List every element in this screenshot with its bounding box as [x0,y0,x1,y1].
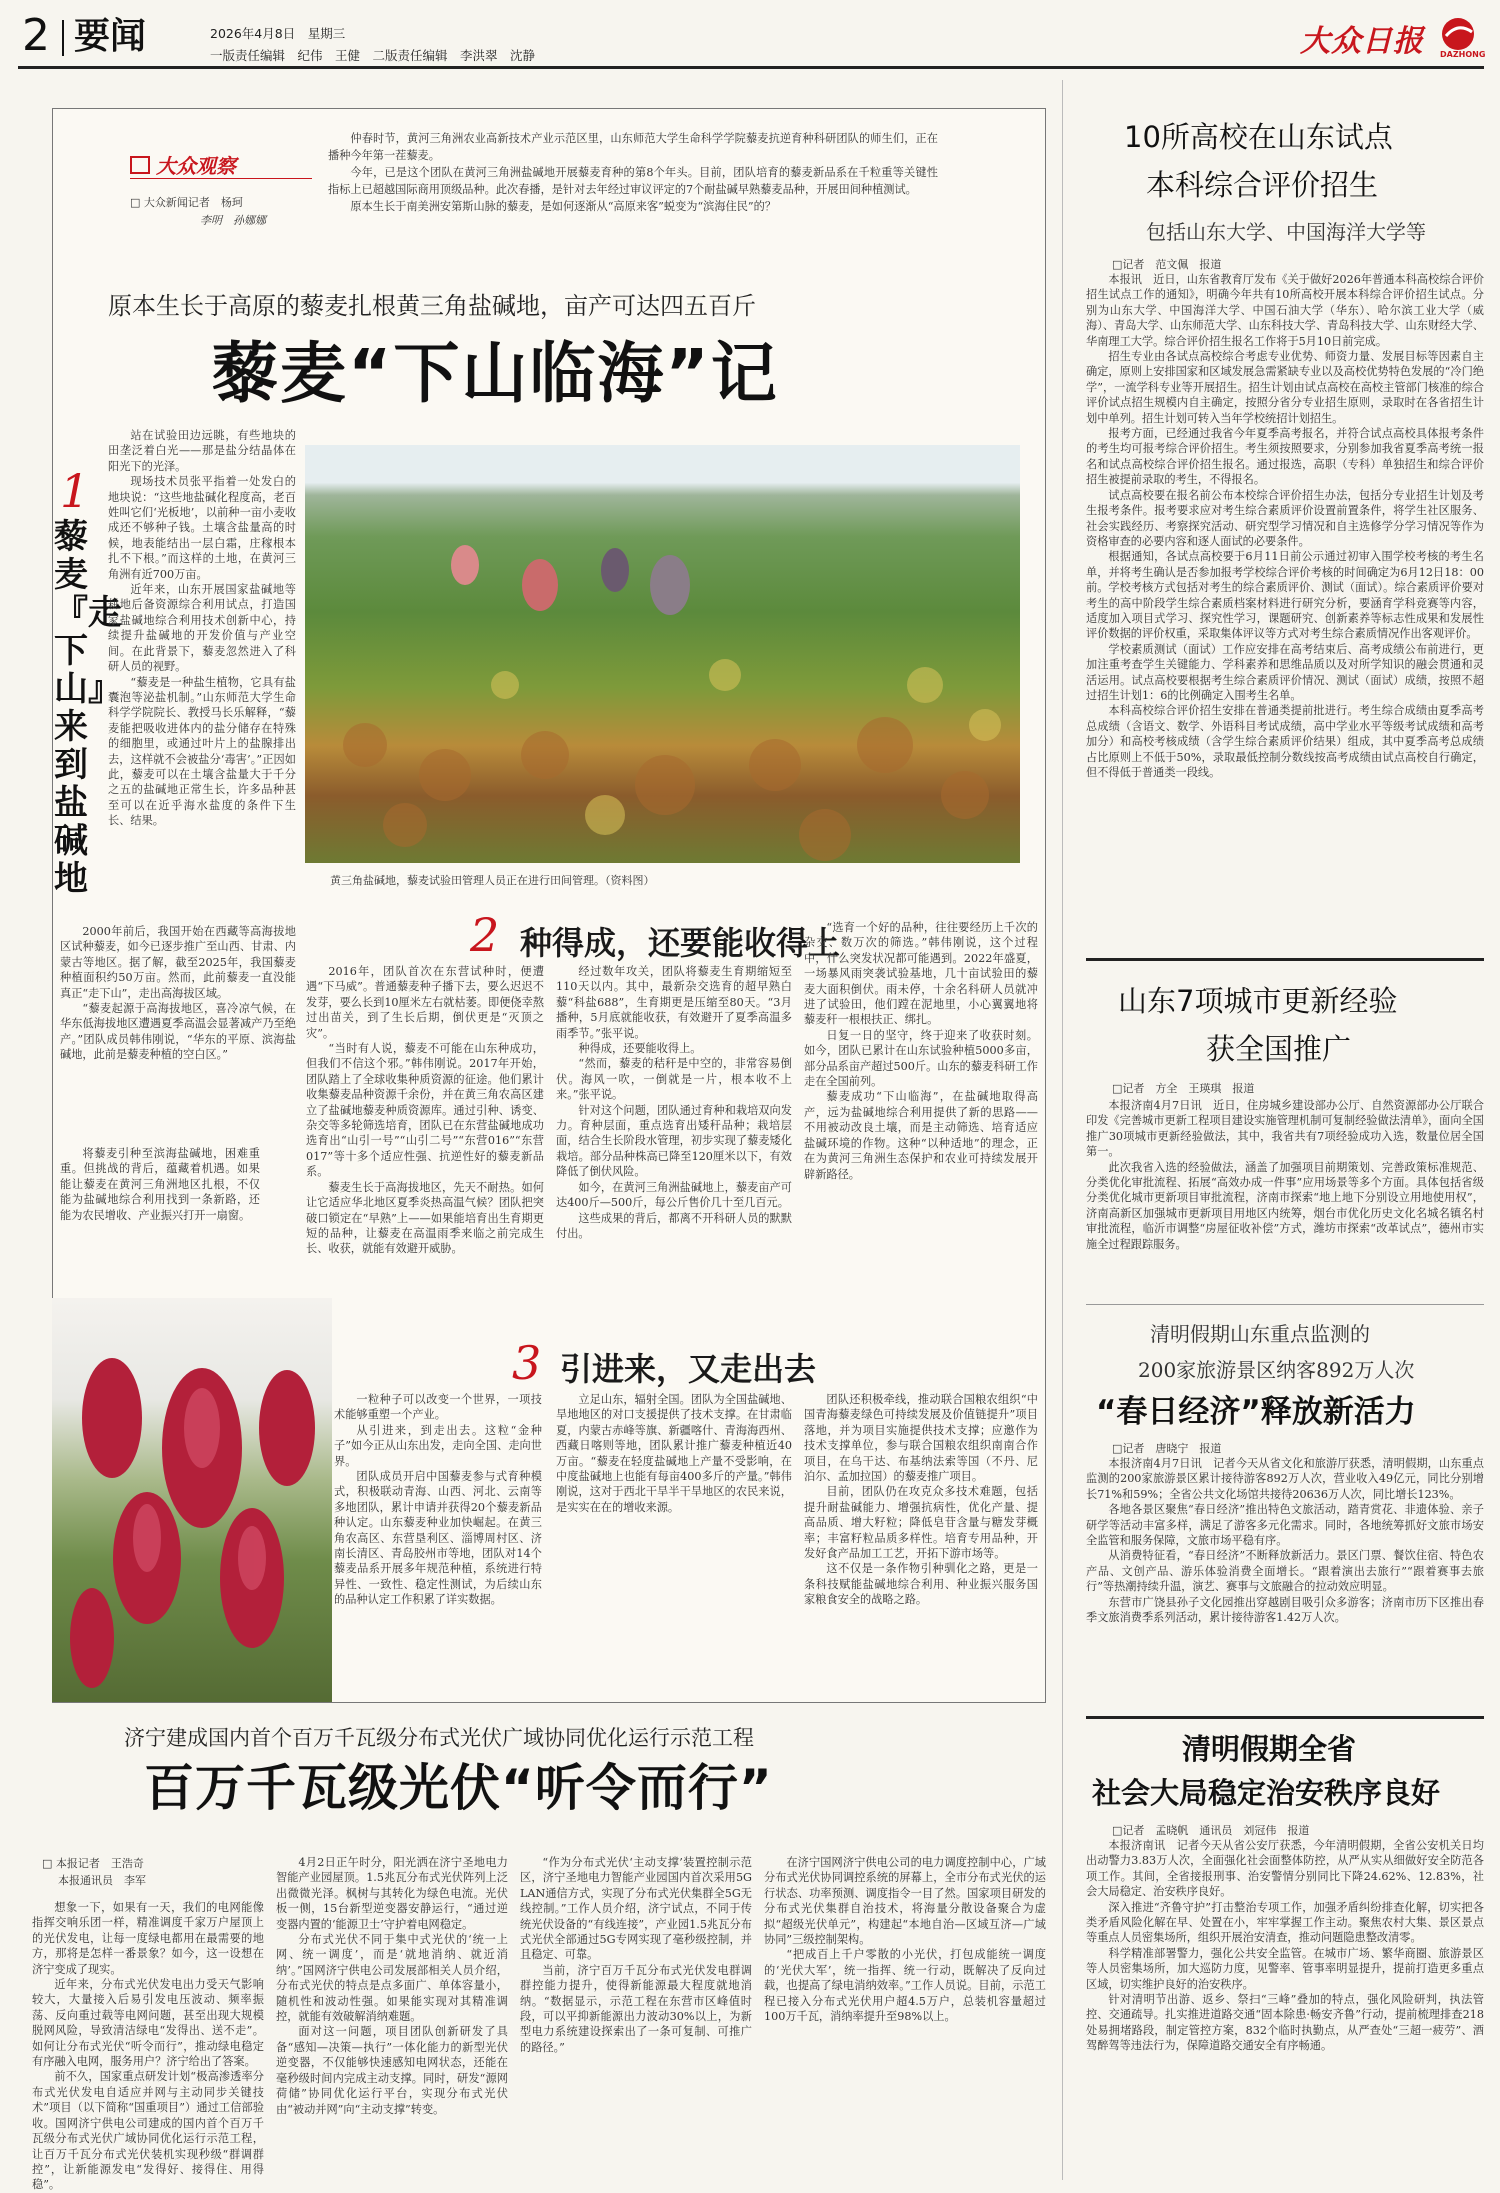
pv-col-4: 在济宁国网济宁供电公司的电力调度控制中心，广域分布式光伏协同调控系统的屏幕上，全市分布式光伏的运行状态、功率预测、调度指令一目了然。国家项目研发的分布式光伏集群自治技术，将海量分散设备聚合为虚拟“超级光伏单元”，构建起“本地自治—区域互济—广域协同”三级控制架构。 “把成百上千户零散的小光伏，打包成能统一调度的‘光伏大军’，统一指挥、统一行动，既解决了反向过载，也提高了绿电消纳效率。”工作人员说。目前，示范工程已接入分布式光伏用户超4.5万户，总装机容量超过100万千瓦，消纳率提升至98%以上。 [764,1856,1046,2024]
a3-subtitle-1: 清明假期山东重点监测的 [1150,1322,1370,1346]
section-3-col-3: 团队还积极牵线，推动联合国粮农组织“中国青海藜麦绿色可持续发展及价值链提升”项目落地，并为项目实施提供技术支撑；应邀作为技术支撑单位，参与联合国粮农组织南南合作项目，在乌干达、布基纳法索等国（不丹、尼泊尔、孟加拉国）的藜麦推广项目。 目前，团队仍在攻克众多技术难题，包括提升耐盐碱能力、增强抗病性，优化产量、提高品质、增大籽粒；降低皂苷含量与糖发芽概率；丰富籽粒品质多样性。培育专用品种，开发好食产品加工工艺，开拓下游市场等。 这不仅是一条作物引种驯化之路，更是一条科技赋能盐碱地综合利用、种业振兴服务国家粮食安全的战略之路。 [804,1393,1038,1607]
masthead-rule [18,66,1484,69]
farm-workers [451,545,690,615]
a4-headline-2: 社会大局稳定治安秩序良好 [1092,1776,1441,1810]
page-number: 2 [22,10,50,61]
feature-headline: 藜麦“下山临海”记 [212,335,779,412]
a4-headline-1: 清明假期全省 [1182,1732,1357,1766]
a2-headline-1: 山东7项城市更新经验 [1118,984,1398,1018]
section-3-number: 3 [512,1336,542,1390]
feature-byline-2: 李明 孙娜娜 [200,214,266,227]
section-2-number: 2 [470,908,500,962]
quinoa-panicles [52,1298,332,1702]
issue-date: 2026年4月8日 星期三 [210,26,346,41]
a2-byline: □记者 方全 王瑛琪 报道 [1112,1082,1255,1095]
column-tag-icon [130,156,150,174]
a4-body: 本报济南讯 记者今天从省公安厅获悉，今年清明假期，全省公安机关日均出动警力3.83万人次，全面强化社会面整体防控，从严从实从细做好安全防范各项工作。其间，全省接报刑事、治安警情分别同比下降24.62%、12.83%，社会大局稳定、治安秩序良好。 深入推进“齐鲁守护”打击整治专项工作，加强矛盾纠纷排查化解，切实把各类矛盾风险化解在早、处置在小，牢牢掌握工作主动。聚焦农村大集、景区景点等重点人员密集场所，组织开展治安清查，推动问题隐患整改清零。 科学精准部署警力，强化公共安全监管。在城市广场、繁华商圈、旅游景区等人员密集场所，加大巡防力度，见警率、管事率明显提升，提前打造更多重点区域，切实维护良好的治安秩序。 针对清明节出游、返乡、祭扫“三峰”叠加的特点，强化风险研判，执法管控、交通疏导。扎实推进道路交通“固本除患·畅安齐鲁”行动，提前梳理排查218处易拥堵路段，制定管控方案，832个临时执勤点，从严查处“三超一疲劳”、酒驾醉驾等违法行为，保障道路交通安全有序畅通。 [1086,1839,1484,2053]
a3-subtitle-2: 200家旅游景区纳客892万人次 [1138,1358,1415,1382]
feature-byline-1: □ 大众新闻记者 杨珂 [130,196,243,209]
feature-subtitle: 原本生长于高原的藜麦扎根黄三角盐碱地，亩产可达四五百斤 [108,292,756,320]
photo-caption: 黄三角盐碱地，藜麦试验田管理人员正在进行田间管理。（资料图） [330,874,655,887]
a4-byline: □记者 孟晓帆 通讯员 刘冠伟 报道 [1112,1824,1310,1837]
a1-body: 本报讯 近日，山东省教育厅发布《关于做好2026年普通本科高校综合评价招生试点工作的通知》，明确今年共有10所高校开展本科综合评价招生试点。分别为山东大学、中国海洋大学、中国石油大学（华东）、哈尔滨工业大学（威海）、青岛大学、山东师范大学、山东科技大学、青岛科技大学、山东财经大学、华南理工大学。综合评价招生报名工作将于5月10日前完成。 招生专业由各试点高校综合考虑专业优势、师资力量、发展目标等因素自主确定，原则上安排国家和区域发展急需紧缺专业以及高校优势特色发展的“冷门绝学”，一流学科专业等开展招生。招生计划由试点高校在高校主管部门核准的综合评价试点招生规模内自主确定，按照分省分专业招生原则，录取时在各省招生计划中单列。招生计划可转入当年学校统招计划招生。 报考方面，已经通过我省今年夏季高考报名，并符合试点高校具体报考条件的考生均可报考综合评价招生。考生须按照要求，分别参加我省夏季高考统一报名和试点高校综合评价招生报名。通过报选，高职（专科）单独招生和综合评价招生被提前录取的考生，不得报名。 试点高校要在报名前公布本校综合评价招生办法，包括分专业招生计划及考生报考条件。报考要求应对考生综合素质评价设置前置条件，将学生社区服务、社会实践经历、考察探究活动、研究型学习情况和自主选修学分学习情况等作为资格审查的必要内容和逐人面试的必要条件。 根据通知，各试点高校要于6月11日前公示通过初审入围学校考核的考生名单，并将考生确认是否参加报考学校综合评价考核的时间确定为6月12日18：00前。学校考核方式包括对考生的综合素质评价、测试（面试）。综合素质评价要对考生的高中阶段学生综合素质档案材料进行研究分析，要涵育学科竞赛等内容，适度加入项目式学习、探究性学习，课题研究、创新素养等标志性成果和发展性评价数据的评价权重，采取集体评议等方式对考生综合素质情况作出客观评价。 学校素质测试（面试）工作应安排在高考结束后、高考成绩公布前进行，更加注重考查学生关键能力、学科素养和思维品质以及对所学知识的融会贯通和灵活运用。试点高校要根据考生综合素质评价情况、测试（面试）成绩，按照不超过招生计划1：6的比例确定入围考生名单。 本科高校综合评价招生安排在普通类提前批进行。考生综合成绩由夏季高考总成绩（含语文、数学、外语科目考试成绩，高中学业水平等级考试成绩和高考加分）和高校考核成绩（含学生综合素质评价结果）组成，其中夏季高考总成绩占比原则上不低于50%，录取最低控制分数线按高考成绩由试点高校自行确定，但不得低于普通类一段线。 [1086,273,1484,779]
section-3-title: 引进来，又走出去 [560,1350,817,1388]
red-quinoa-photo [52,1298,332,1702]
right-rule-1 [1086,958,1484,961]
section-1-body-end: 将藜麦引种至滨海盐碱地，困难重重。但挑战的背后，蕴藏着机遇。如果能让藜麦在黄河三角洲地区扎根，不仅能为盐碱地综合利用找到一条新路，还能为农民增收、产业振兴打开一扇窗。 [60,1147,260,1222]
column-tag-text: 大众观察 [156,154,236,178]
a3-headline: “春日经济”释放新活力 [1096,1394,1416,1430]
a2-headline-2: 获全国推广 [1206,1032,1352,1066]
section-2-col-2: 经过数年攻关，团队将藜麦生育期缩短至110天以内。其中，最新杂交选育的超早熟白藜“科盐688”，生育期更是压缩至80天。“3月播种，5月底就能收获，有效避开了夏季高温多雨季节。”张平说。 种得成，还要能收得上。 “然而，藜麦的秸秆是中空的，非常容易倒伏。海风一吹，一倒就是一片，根本收不上来。”张平说。 针对这个问题，团队通过育种和栽培双向发力。育种层面，重点选育出矮秆品种；栽培层面，结合生长阶段水管理，初步实现了藜麦矮化栽培。部分品种株高已降至120厘米以下，有效降低了倒伏风险。 如今，在黄河三角洲盐碱地上，藜麦亩产可达400斤—500斤，每公斤售价几十至几百元。 这些成果的背后，都离不开科研人员的默默付出。 [556,965,792,1240]
page-editors: 一版责任编辑 纪伟 王健 二版责任编辑 李洪翠 沈静 [210,48,536,63]
section-3-col-2: 立足山东，辐射全国。团队为全国盐碱地、旱地地区的对口支援提供了技术支撑。在甘肃临夏，内蒙古赤峰等旗、新疆喀什、青海海西州、西藏日喀则等地，团队累计推广藜麦种植近40万亩。“藜麦在轻度盐碱地上产量不受影响，在中度盐碱地上也能有每亩400多斤的产量。”韩伟刚说，这对于西北干旱半干旱地区的农民来说，是实实在在的增收来源。 [556,1393,792,1514]
a1-subtitle: 包括山东大学、中国海洋大学等 [1146,220,1426,244]
pv-byline-1: □ 本报记者 王浩奇 [42,1857,144,1870]
a1-headline-1: 10所高校在山东试点 [1124,120,1393,154]
pv-headline: 百万千瓦级光伏“听令而行” [144,1759,773,1817]
section-1-number: 1 [60,464,90,518]
a3-byline: □记者 唐晓宁 报道 [1112,1442,1222,1455]
logo-latin: DAZHONG [1440,50,1486,59]
section-1-body-cont: 2000年前后，我国开始在西藏等高海拔地区试种藜麦，如今已逐步推广至山西、甘肃、内蒙古等地区。据了解，截至2025年，我国藜麦种植面积约50万亩。然而，此前藜麦一直没能真正“走下山”，走出高海拔区域。 “藜麦起源于高海拔地区，喜冷凉气候，在华东低海拔地区遭遇夏季高温会显著减产乃至绝产。”团队成员韩伟刚说，“华东的平原、滨海盐碱地，此前是藜麦种植的空白区。” [60,925,296,1062]
pv-byline-2: 本报通讯员 李军 [58,1874,146,1887]
section-2-col-1: 2016年，团队首次在东营试种时，便遭遇“下马威”。普通藜麦种子播下去，要么迟迟不发芽，要么长到10厘米左右就枯萎。即便侥幸熬过出苗关，到了生长后期，倒伏更是“灭顶之灾”。 “当时有人说，藜麦不可能在山东种成功，但我们不信这个邪。”韩伟刚说。2017年开始，团队踏上了全球收集种质资源的征途。他们累计收集藜麦品种资源千余份，并在黄三角农高区建立了盐碱地藜麦种质资源库。通过引种、诱变、杂交等多轮筛选培育，团队已在东营盐碱地成功选育出“山引一号”“山引二号”“东营016”“东营017”等十多个适应性强、抗逆性好的藜麦新品系。 藜麦生长于高海拔地区，先天不耐热。如何让它适应华北地区夏季炎热高温气候？团队把突破口锁定在“早熟”上——如果能培育出生育期更短的品种，让藜麦在高温雨季来临之前完成生长、收获，就能有效避开威胁。 [306,965,544,1256]
a1-byline: □记者 范文佩 报道 [1112,258,1222,271]
quinoa-field-photo [305,445,1020,863]
pv-col-2: 4月2日正午时分，阳光洒在济宁圣地电力智能产业园屋顶。1.5兆瓦分布式光伏阵列上泛出微微光泽。枫树与其转化为绿色电流。光伏板一侧，15台新型逆变器安静运行，“通过逆变器内置的‘能源卫士’守护着电网稳定。 分布式光伏不同于集中式光伏的‘统一上网、统一调度’，而是‘就地消纳、就近消纳’。”国网济宁供电公司发展部相关人员介绍，分布式光伏的特点是点多面广、单体容量小，随机性和波动性强。如果能实现对其精准调控，就能有效破解消纳难题。 面对这一问题，项目团队创新研发了具备“感知—决策—执行”一体化能力的新型光伏逆变器，不仅能够快速感知电网状态，还能在毫秒级时间内完成主动支撑。同时，研发“源网荷储”协同优化运行平台，实现分布式光伏由“被动并网”向“主动支撑”转变。 [276,1856,508,2116]
section-1-body: 站在试验田边远眺，有些地块的田垄泛着白光——那是盐分结晶体在阳光下的光泽。 现场技术员张平指着一处发白的地块说：“这些地盐碱化程度高，老百姓叫它们‘光板地’，以前种一亩小麦收成还不够种子钱。土壤含盐量高的时候，地表能结出一层白霜，庄稼根本扎不下根。”而这样的土地，在黄河三角洲有近700万亩。 近年来，山东开展国家盐碱地等耕地后备资源综合利用试点，打造国家盐碱地综合利用技术创新中心，持续提升盐碱地的开发价值与产业空间。在此背景下，藜麦忽然进入了科研人员的视野。 “藜麦是一种盐生植物，它具有盐囊泡等泌盐机制。”山东师范大学生命科学学院院长、教授马长乐解释，“藜麦能把吸收进体内的盐分储存在特殊的细胞里，或通过叶片上的盐腺排出去，这样就不会被盐分‘毒害’。”正因如此，藜麦可以在土壤含盐量大于千分之五的盐碱地正常生长，许多品种甚至可以在近乎海水盐度的条件下生长、结果。 [108,429,296,828]
pv-subtitle: 济宁建成国内首个百万千瓦级分布式光伏广域协同优化运行示范工程 [124,1726,754,1750]
logo-text: 大众日报 [1300,24,1424,59]
right-rule-2 [1086,1304,1484,1305]
pv-col-3: “作为分布式光伏‘主动支撑’装置控制示范区，济宁圣地电力智能产业园国内首次采用5G LAN通信方式，实现了分布式光伏集群全5G无线控制。”工作人员介绍，济宁试点，不同于传统光伏设备的“有线连接”，产业园1.5兆瓦分布式光伏全部通过5G专网实现了毫秒级控制，并且稳定、可靠。 当前，济宁百万千瓦分布式光伏发电群调群控能力提升，使得新能源最大程度就地消纳。“数据显示，示范工程在东营市区峰值时段，可以平抑新能源出力波动30%以上，为新型电力系统建设探索出了一条可复制、可推广的路径。” [520,1856,752,2054]
masthead-divider [62,20,64,56]
section-2-col-3: “选育一个好的品种，往往要经历上千次的杂交、数万次的筛选。”韩伟刚说，这个过程中，什么突发状况都可能遇到。2022年盛夏，一场暴风雨突袭试验基地，几十亩试验田的藜麦大面积倒伏。雨未停，十余名科研人员就冲进了试验田，他们蹚在泥地里，小心翼翼地将藜麦秆一根根扶正、绑扎。 日复一日的坚守，终于迎来了收获时刻。如今，团队已累计在山东试验种植5000多亩，部分品系亩产超过500斤。山东的藜麦科研工作走在全国前列。 藜麦成功“下山临海”，在盐碱地取得高产，远为盐碱地综合利用提供了新的思路——不用被动改良土壤，而是主动筛选、培育适应盐碱环境的作物。这种“以种适地”的理念，正在为黄河三角洲生态保护和农业可持续发展开辟新路径。 [804,921,1038,1181]
section-name: 要闻 [74,16,147,57]
feature-intro: 仲春时节，黄河三角洲农业高新技术产业示范区里，山东师范大学生命科学学院藜麦抗逆育种科研团队的师生们，正在播种今年第一茬藜麦。 今年，已是这个团队在黄河三角洲盐碱地开展藜麦育种的第8个年头。目前，团队培育的藜麦新品系在千粒重等关键性指标上已超越国际商用顶级品种。此次春播，是针对去年经过审议评定的7个耐盐碱早熟藜麦品种，开展田间种植测试。 原本生长于南美洲安第斯山脉的藜麦，是如何逐渐从“高原来客”蜕变为“滨海住民”的？ [328,132,938,213]
newspaper-logo [1300,14,1486,62]
a3-body: 本报济南4月7日讯 记者今天从省文化和旅游厅获悉，清明假期，山东重点监测的200家旅游景区累计接待游客892万人次，营业收入49亿元，同比分别增长71%和59%；全省公共文化场馆共接待20636万人次，同比增长123%。 各地各景区聚焦“春日经济”推出特色文旅活动，踏青赏花、非遗体验、亲子研学等活动丰富多样，满足了游客多元化需求。同时，各地统筹抓好文旅市场安全监管和服务保障，文旅市场平稳有序。 从消费特征看，“春日经济”不断释放新活力。景区门票、餐饮住宿、特色农产品、文创产品、游乐体验消费全面增长。“跟着演出去旅行”“跟着赛事去旅行”等热潮持续升温，演艺、赛事与文旅融合的拉动效应明显。 东营市广饶县孙子文化园推出穿越剧目吸引众多游客；济南市历下区推出春季文旅消费季系列活动，累计接待游客1.42万人次。 [1086,1457,1484,1625]
right-column-divider [1062,80,1063,2180]
a1-headline-2: 本科综合评价招生 [1146,168,1379,202]
right-rule-3 [1086,1716,1484,1719]
column-tag [130,150,236,179]
section-3-col-1: 一粒种子可以改变一个世界，一项技术能够重塑一个产业。 从引进来，到走出去。这粒“金种子”如今正从山东出发，走向全国、走向世界。 团队成员开启中国藜麦参与式育种模式，积极联动青海、山西、河北、云南等多地团队，累计申请并获得20个藜麦新品种认定。山东藜麦种业加快崛起。在黄三角农高区、东营垦利区、淄博周村区、济南长清区、青岛胶州市等地，团队对14个藜麦品系开展多年规范种植，系统进行特异性、一致性、稳定性测试，为后续山东的品种认定工作积累了详实数据。 [334,1393,542,1607]
section-1-title: 藜麦『走下山』来到盐碱地 [54,517,122,899]
feature-tag-rule [130,178,312,179]
pv-col-1: 想象一下，如果有一天，我们的电网能像指挥交响乐团一样，精准调度千家万户屋顶上的光伏发电，让每一度绿电都用在最需要的地方，那将是怎样一番景象？如今，这一设想在济宁变成了现实。 近年来，分布式光伏发电出力受天气影响较大，大量接入后易引发电压波动、频率振荡、反向重过载等电网问题，甚至出现大规模脱网风险，导致清洁绿电“发得出、送不走”。如何让分布式光伏“听令而行”，推动绿电稳定有序融入电网，服务用户？济宁给出了答案。 前不久，国家重点研发计划“极高渗透率分布式光伏发电自适应并网与主动同步关键技术”项目（以下简称“国重项目”）通过工信部验收。国网济宁供电公司建成的国内首个百万千瓦级分布式光伏广域协同优化运行示范工程，让百万千瓦分布式光伏装机实现秒级“群调群控”，让新能源发电“发得好、接得住、用得稳”。 [32,1901,264,2192]
a2-body: 本报济南4月7日讯 近日，住房城乡建设部办公厅、自然资源部办公厅联合印发《完善城市更新工程项目建设实施管理机制可复制经验做法清单》，面向全国推广30项城市更新经验做法，其中，我省共有7项经验成功入选，数量位居全国第一。 此次我省入选的经验做法，涵盖了加强项目前期策划、完善政策标准规范、分类优化审批流程、拓展“高效办成一件事”应用场景等多个方面。具体包括省级分类优化城市更新项目审批流程，济南市探索“地上地下分别设立用地使用权”，济南高新区加强城市更新项目用地区内统筹，烟台市优化历史文化名城名镇名村审批流程，临沂市调整“房屋征收补偿”方式，潍坊市探索“改革试点”，德州市实施全过程跟踪服务。 [1086,1099,1484,1251]
photo-field-texture [305,445,1020,863]
section-2-title: 种得成，还要能收得上 [520,924,841,962]
